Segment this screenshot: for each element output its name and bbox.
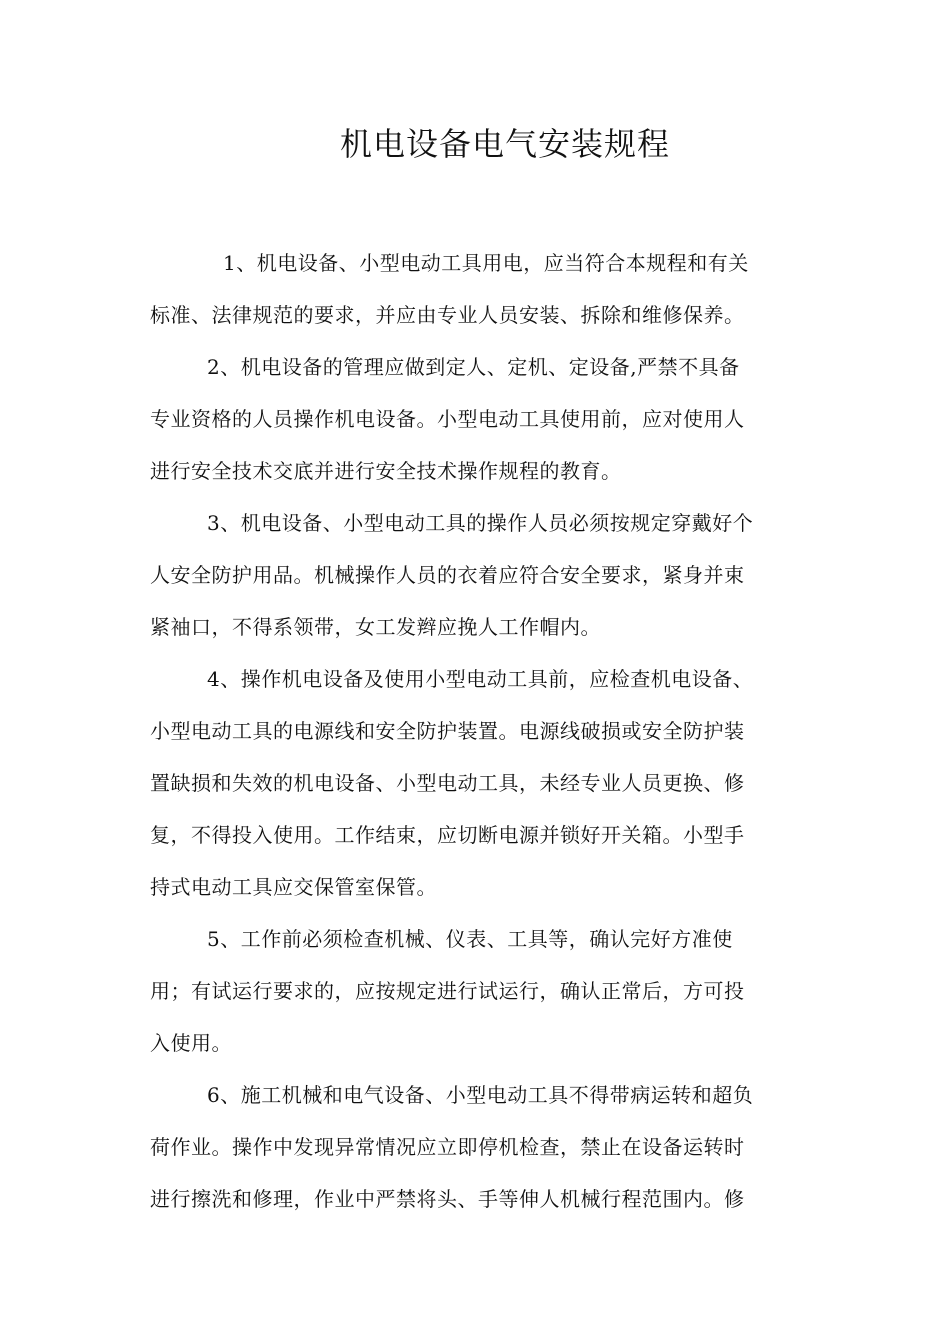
paragraph-3-line-2: 人安全防护用品。机械操作人员的衣着应符合安全要求，紧身并束 — [150, 563, 745, 587]
paragraph-6-line-1: 6、施工机械和电气设备、小型电动工具不得带病运转和超负 — [207, 1083, 754, 1107]
paragraph-4-line-2: 小型电动工具的电源线和安全防护装置。电源线破损或安全防护装 — [150, 719, 745, 743]
document-title: 机电设备电气安装规程 — [339, 125, 670, 163]
paragraph-5-line-2: 用；有试运行要求的，应按规定进行试运行，确认正常后，方可投 — [150, 979, 745, 1003]
paragraph-5-line-3: 入使用。 — [150, 1031, 232, 1055]
paragraph-4-line-1: 4、操作机电设备及使用小型电动工具前，应检查机电设备、 — [207, 667, 754, 691]
paragraph-4-line-3: 置缺损和失效的机电设备、小型电动工具，未经专业人员更换、修 — [150, 771, 745, 795]
paragraph-6-line-3: 进行擦洗和修理，作业中严禁将头、手等伸人机械行程范围内。修 — [150, 1187, 745, 1211]
paragraph-6-line-2: 荷作业。操作中发现异常情况应立即停机检查，禁止在设备运转时 — [150, 1135, 745, 1159]
paragraph-5-line-1: 5、工作前必须检查机械、仪表、工具等，确认完好方准使 — [207, 927, 733, 951]
paragraph-4-line-5: 持式电动工具应交保管室保管。 — [150, 875, 437, 899]
paragraph-1-line-1: 1、机电设备、小型电动工具用电，应当符合本规程和有关 — [223, 251, 749, 275]
document-body — [150, 237, 800, 1225]
paragraph-2-line-3: 进行安全技术交底并进行安全技术操作规程的教育。 — [150, 459, 622, 483]
paragraph-2-line-1: 2、机电设备的管理应做到定人、定机、定设备,严禁不具备 — [207, 355, 740, 379]
paragraph-4-line-4: 复，不得投入使用。工作结束，应切断电源并锁好开关箱。小型手 — [150, 823, 745, 847]
paragraph-2-line-2: 专业资格的人员操作机电设备。小型电动工具使用前，应对使用人 — [150, 407, 745, 431]
paragraph-1-line-2: 标准、法律规范的要求，并应由专业人员安装、拆除和维修保养。 — [150, 303, 745, 327]
paragraph-3-line-3: 紧袖口，不得系领带，女工发辫应挽人工作帽内。 — [150, 615, 601, 639]
paragraph-3-line-1: 3、机电设备、小型电动工具的操作人员必须按规定穿戴好个 — [207, 511, 754, 535]
